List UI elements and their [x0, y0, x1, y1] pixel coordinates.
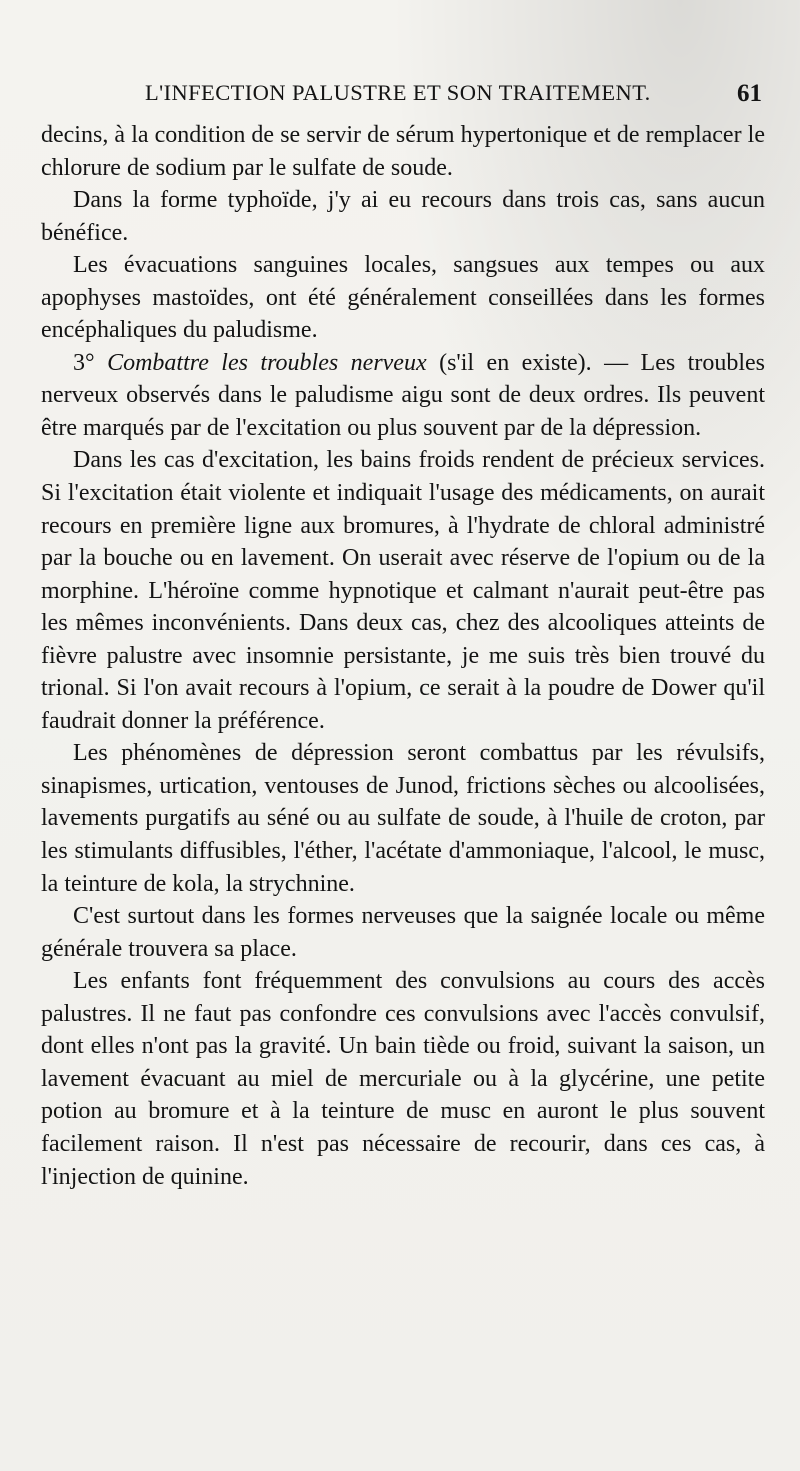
paragraph-6: Les phénomènes de dépression seront combattus par les révulsifs, sinapismes, urtication, ventouses de Junod, frictions sèches ou alcoolisées, lavements purgatifs au séné ou au sulfate de soude, à l'huile de croton, par les stimulants diffusibles, l'éther, l'acétate d'ammoniaque, l'alcool, le musc, la teinture de kola, la strychnine.	[41, 740, 765, 897]
body-text	[41, 119, 765, 1193]
page-number: 61	[737, 80, 762, 107]
page-header	[40, 80, 762, 114]
section-number: 3°	[73, 349, 108, 376]
section-heading: Combattre les troubles nerveux	[107, 349, 427, 376]
paragraph-5: Dans les cas d'excitation, les bains froids rendent de précieux services. Si l'excitation était violente et indiquait l'usage des médicaments, on aurait recours en première ligne aux bromures, à l'hydrate de chloral administré par la bouche ou en lavement. On userait avec réserve de l'opium ou de la morphine. L'héroïne comme hypnotique et calmant n'aurait peut-être pas les mêmes inconvénients. Dans deux cas, chez des alcooliques atteints de fièvre palustre avec insomnie persistante, je me suis très bien trouvé du trional. Si l'on avait recours à l'opium, ce serait à la poudre de Dower qu'il faudrait donner la préférence.	[41, 447, 765, 734]
paragraph-8: Les enfants font fréquemment des convulsions au cours des accès palustres. Il ne faut pas confondre ces convulsions avec l'accès convulsif, dont elles n'ont pas la gravité. Un bain tiède ou froid, suivant la saison, un lavement évacuant au miel de mercuriale ou à la glycérine, une petite potion au bromure et à la teinture de musc en auront le plus souvent facilement raison. Il n'est pas nécessaire de recourir, dans ces cas, à l'injection de quinine.	[41, 968, 765, 1190]
paragraph-4-text: (s'il en existe). — Les troubles nerveux observés dans le paludisme aigu sont de deux ordres. Ils peuvent être marqués par de l'excitation ou plus souvent par de la dépression.	[41, 349, 765, 441]
paragraph-1: decins, à la condition de se servir de sérum hypertonique et de remplacer le chlorure de sodium par le sulfate de soude.	[41, 122, 765, 181]
paragraph-3: Les évacuations sanguines locales, sangsues aux tempes ou aux apophyses mastoïdes, ont été généralement conseillées dans les formes encéphaliques du paludisme.	[41, 252, 765, 344]
paragraph-4	[41, 347, 765, 445]
paragraph-2: Dans la forme typhoïde, j'y ai eu recours dans trois cas, sans aucun bénéfice.	[41, 187, 765, 246]
paragraph-7: C'est surtout dans les formes nerveuses que la saignée locale ou même générale trouvera sa place.	[41, 903, 765, 962]
running-title: L'INFECTION PALUSTRE ET SON TRAITEMENT.	[145, 80, 651, 105]
